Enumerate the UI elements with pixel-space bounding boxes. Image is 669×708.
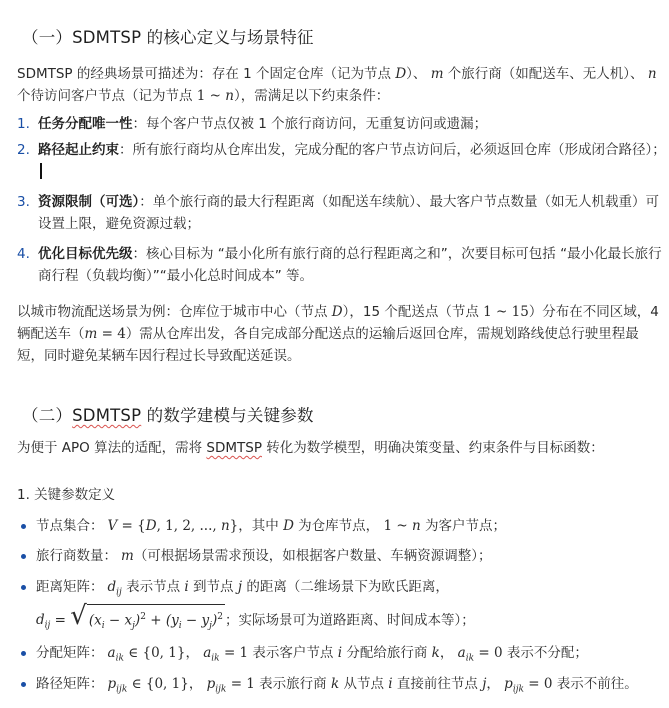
param-label: 节点集合： [36, 518, 104, 534]
param-text: ；实际场景可为道路距离、时间成本等）； [224, 612, 475, 629]
constraint-text: ：所有旅行商均从仓库出发，完成分配的客户节点访问后，必须返回仓库（形成闭合路径）； [119, 142, 666, 158]
param-item-salesman-count: 旅行商数量： m（可根据场景需求预设，如根据客户数量、车辆资源调整）； [17, 545, 669, 567]
constraint-number: 4. [17, 246, 30, 262]
intro-part: 转化为数学模型，明确决策变量、约束条件与目标函数： [261, 440, 604, 456]
model-intro-paragraph [17, 437, 662, 459]
param-label: 距离矩阵： [36, 579, 104, 595]
bullet-dot [21, 554, 26, 559]
bullet-dot [21, 682, 26, 687]
constraint-item [17, 243, 667, 287]
constraint-number: 2. [17, 142, 30, 158]
section-heading-math-model [22, 402, 314, 426]
constraint-title: 路径起止约束 [38, 142, 119, 158]
constraint-title: 资源限制（可选） [38, 194, 140, 210]
params-subheading: 1. 关键参数定义 [17, 487, 116, 503]
constraint-item [17, 191, 667, 235]
text-cursor [40, 163, 42, 179]
section-heading-core-definition: （一）SDMTSP 的核心定义与场景特征 [22, 28, 314, 47]
constraints-list [17, 113, 667, 287]
param-label: 旅行商数量： [36, 548, 117, 564]
intro-part: 为便于 APO 算法的适配，需将 [17, 440, 207, 456]
constraint-title: 优化目标优先级 [38, 246, 133, 262]
heading-prefix: （二） [22, 406, 73, 425]
sqrt-formula: √ $(x_i - x_j)^2 + (y_i - y_j)^2$ [70, 604, 225, 637]
constraint-item [17, 113, 667, 135]
param-item-path-matrix: 路径矩阵： $p_{ijk}$ ∈ {0, 1}， $p_{ijk} = 1$ 表示旅行商 k 从节点 i 直接前往节点 j， $p_{ijk} = 0$ 表示不前往。 [17, 673, 669, 701]
constraint-number: 3. [17, 194, 30, 210]
bullet-dot [21, 524, 26, 529]
intro-term: SDMTSP [206, 440, 262, 456]
bullet-dot [21, 651, 26, 656]
param-item-distance-matrix: 距离矩阵： $d_{ij}$ 表示节点 i 到节点 j 的距离（二维场景下为欧氏距离， $d_{ij}$ = √ $(x_i - x_j)^2 + (y_i - y_j)^2$ ；实际场景可为道路距离、时间成本等）； [17, 576, 669, 637]
constraint-text: ：每个客户节点仅被 1 个旅行商访问，无重复访问或遗漏； [132, 116, 488, 132]
heading-term: SDMTSP [72, 406, 142, 425]
constraint-text: ：核心目标为 “最小化所有旅行商的总行程距离之和”，次要目标可包括 “最小化最长旅行商行程（负载均衡）”“最小化总时间成本” 等。 [38, 246, 662, 284]
constraint-title: 任务分配唯一性 [38, 116, 133, 132]
bullet-dot [21, 585, 26, 590]
param-label: 路径矩阵： [36, 676, 104, 692]
intro-paragraph: SDMTSP 的经典场景可描述为：存在 1 个固定仓库（记为节点 D）、 m 个旅行商（如配送车、无人机）、 n 个待访问客户节点（记为节点 1 ~ n），需满足以下约束条件： [17, 66, 657, 104]
constraint-text: ：单个旅行商的最大行程距离（如配送车续航）、最大客户节点数量（如无人机载重）可设置上限，避免资源过载； [38, 194, 659, 232]
param-text: （可根据场景需求预设，如根据客户数量、车辆资源调整）； [133, 548, 492, 564]
example-paragraph: 以城市物流配送场景为例：仓库位于城市中心（节点 D），15 个配送点（节点 1 ~ 15）分布在不同区域，4 辆配送车（m = 4）需从仓库出发，各自完成部分配送点的运输后返回仓库，需规划路线使总行驶里程最短，同时避免某辆车因行程过长导致配送延误。 [17, 304, 659, 364]
param-item-node-set: 节点集合： V = {D, 1, 2, ..., n}，其中 D 为仓库节点， 1 ~ n 为客户节点； [17, 515, 669, 537]
param-item-assignment-matrix: 分配矩阵： $a_{ik}$ ∈ {0, 1}， $a_{ik} = 1$ 表示客户节点 i 分配给旅行商 k， $a_{ik} = 0$ 表示不分配； [17, 642, 669, 670]
constraint-number: 1. [17, 116, 30, 132]
param-label: 分配矩阵： [36, 645, 104, 661]
heading-suffix: 的数学建模与关键参数 [141, 406, 314, 425]
constraint-item [17, 139, 667, 183]
